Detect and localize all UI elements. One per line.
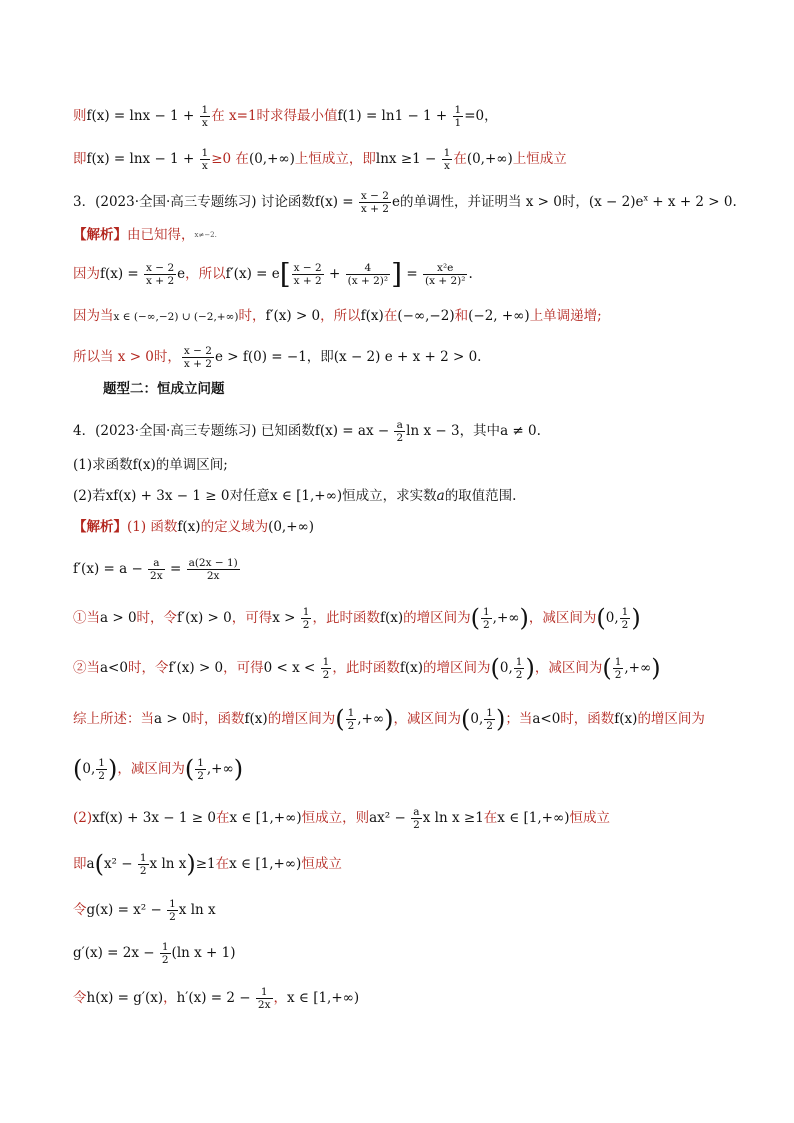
fraction: $\frac{x - 2}{x + 2}$ (293, 262, 322, 288)
line-21: g′(x) = 2x − $\frac{1}{2}$ (ln x + 1) (73, 941, 236, 967)
formula: f(1) = ln1 − 1 + (337, 108, 452, 125)
fraction: $\frac{1}{2x}$ (257, 986, 271, 1012)
fraction: $\frac{1}{1}$ (454, 104, 462, 130)
text: 在 x=1时求得最小值 (211, 108, 338, 125)
line-22: 令h(x) = g′(x)，h′(x) = 2 − $\frac{1}{2x}$ ，x ∈ [1,+∞) (73, 986, 360, 1012)
formula: f(x) = lnx − 1 + (86, 108, 199, 125)
fraction: $\frac{4}{\text{(x + 2)²}}$ (347, 262, 389, 288)
line-13: f′(x) = a − $\frac{a}{2x}$ = $\frac{a(2x - 1)}{2x}$ (73, 557, 238, 583)
fraction: $\frac{1}{2}$ (347, 707, 355, 733)
line-17: (0, $\frac{1}{2}$ )，减区间为( $\frac{1}{2}$ ,+∞) (73, 754, 244, 783)
fraction: $\frac{a}{2}$ (396, 419, 404, 445)
text: 则 (73, 108, 87, 125)
fraction: $\frac{1}{2}$ (98, 757, 105, 783)
fraction: $\frac{1}{x}$ (201, 104, 209, 130)
line-6: 因为当x ∈ (−∞,−2) ∪ (−2,+∞)时，f′(x) > 0，所以f(x)在(−∞,−2)和(−2, +∞)上单调递增; (73, 308, 602, 324)
line-3: 3．(2023·全国·高三专题练习) 讨论函数f(x) = $\frac{x - 2}{x + 2}$ e的单调性，并证明当 x > 0时，$(x - 2)e^x + x + 2 > 0$. (73, 190, 737, 216)
line-9: 4．(2023·全国·高三专题练习) 已知函数f(x) = ax − $\frac{a}{2}$ ln x − 3，其中a ≠ 0. (73, 419, 541, 445)
formula: =0， (464, 108, 498, 125)
fraction: $\frac{a}{2x}$ (150, 557, 163, 583)
fraction: $\frac{1}{2}$ (482, 606, 490, 632)
fraction: $\frac{x - 2}{x + 2}$ (146, 262, 175, 288)
line-20: 令g(x) = x² − $\frac{1}{2}$ x ln x (73, 898, 216, 924)
line-15: ②当a<0时，令f′(x) > 0，可得0 < x < $\frac{1}{2}$ ，此时函数f(x)的增区间为(0, $\frac{1}{2}$ )，减区间为( $\frac{1}{2}$ ,+∞) (73, 653, 661, 682)
fraction: $\frac{a}{2}$ (413, 806, 420, 832)
fraction: $\frac{1}{2}$ (197, 757, 204, 783)
fraction: $\frac{x - 2}{x + 2}$ (360, 190, 389, 216)
fraction: $\frac{1}{2}$ (169, 898, 176, 924)
line-19: 即a(x² − $\frac{1}{2}$ x ln x)≥1在x ∈ [1,+∞)恒成立 (73, 849, 342, 878)
fraction: $\frac{1}{x}$ (443, 147, 451, 173)
line-1 (73, 104, 498, 129)
fraction: $\frac{1}{2}$ (161, 941, 169, 967)
fraction: $\frac{1}{2}$ (302, 606, 310, 632)
line-11: (2)若xf(x) + 3x − 1 ≥ 0对任意x ∈ [1,+∞)恒成立，求实数a的取值范围. (73, 488, 517, 504)
fraction: $\frac{1}{2}$ (621, 606, 629, 632)
line-10: (1)求函数f(x)的单调区间; (73, 457, 228, 473)
fraction: $\frac{a(2x - 1)}{2x}$ (188, 557, 238, 583)
line-12: 【解析】(1) 函数f(x)的定义域为(0,+∞) (73, 519, 315, 535)
fraction: $\frac{1}{2}$ (322, 656, 330, 682)
line-4: 【解析】由已知得，x≠−2. (73, 227, 217, 243)
fraction: $\frac{1}{2}$ (614, 656, 622, 682)
fraction: $\frac{x - 2}{x + 2}$ (183, 345, 212, 371)
fraction: $\frac{1}{x}$ (201, 147, 209, 173)
line-16: 综上所述：当a > 0时，函数f(x)的增区间为( $\frac{1}{2}$ ,+∞)，减区间为(0, $\frac{1}{2}$ )；当a<0时，函数f(x)的增区间为 (73, 704, 705, 733)
fraction: $\frac{\text{x²e}}{\text{(x + 2)²}}$ (424, 262, 466, 288)
line-7: 所以当 x > 0时， $\frac{x - 2}{x + 2}$ e > f(0) = −1，即(x − 2) e + x + 2 > 0. (73, 345, 482, 371)
formula: f(x) = lnx − 1 + (86, 151, 199, 168)
fraction: $\frac{1}{2}$ (515, 656, 523, 682)
fraction: $\frac{1}{2}$ (139, 852, 147, 878)
analysis-label: 【解析】 (73, 519, 127, 535)
fraction: $\frac{1}{2}$ (486, 707, 493, 733)
line-14: ①当a > 0时，令f′(x) > 0，可得x > $\frac{1}{2}$ ，此时函数f(x)的增区间为( $\frac{1}{2}$ ,+∞)，减区间为(0, $\frac{1}{2}$ ) (73, 603, 641, 632)
line-18: (2)xf(x) + 3x − 1 ≥ 0在x ∈ [1,+∞)恒成立，则ax² − $\frac{a}{2}$ x ln x ≥1在x ∈ [1,+∞)恒成立 (73, 806, 610, 832)
section-heading: 题型二：恒成立问题 (103, 381, 225, 397)
analysis-label: 【解析】 (73, 227, 127, 243)
line-5: 因为f(x) = $\frac{x - 2}{x + 2}$ e，所以f′(x) = e[ $\frac{x - 2}{x + 2}$ + $\frac{4}{\text{(x + 2)²}}$ ] = $\frac{\text{x²e}}{\text{(x + 2)²}}$ . (73, 257, 473, 291)
line-2: 即f(x) = lnx − 1 + $\frac{1}{x}$ ≥0 在(0,+∞)上恒成立，即lnx ≥1 − $\frac{1}{x}$ 在(0,+∞)上恒成立 (73, 147, 567, 173)
